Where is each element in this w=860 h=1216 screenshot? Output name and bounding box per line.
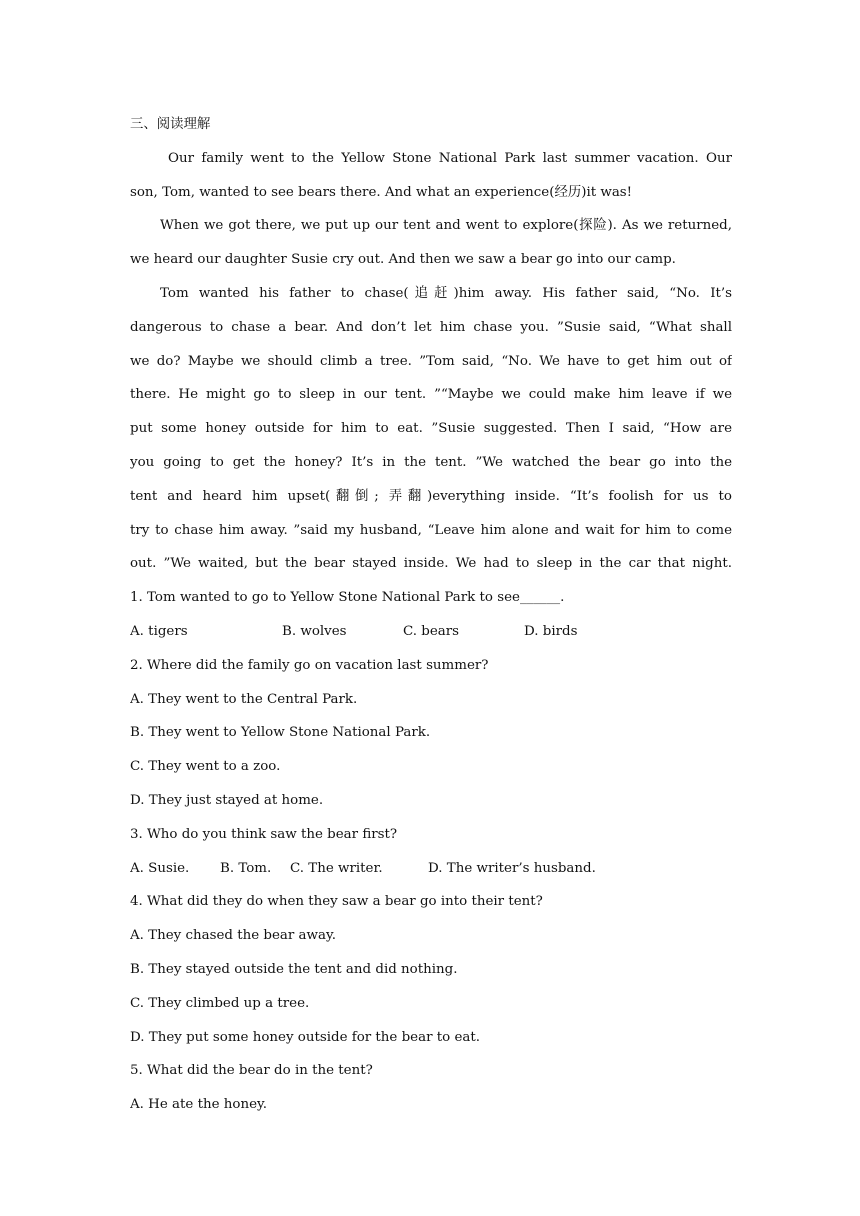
- option-a: A. Susie.: [130, 860, 190, 876]
- passage-line: out. ”We waited, but the bear stayed inside. We had to sleep in the car that night.: [130, 556, 732, 572]
- option-d: D. They put some honey outside for the bear to eat.: [130, 1029, 480, 1045]
- option-d: D. birds: [524, 623, 578, 639]
- passage-line: we do? Maybe we should climb a tree. ”Tom said, “No. We have to get him out of: [130, 353, 732, 369]
- question-1-options: [130, 615, 732, 649]
- option-a: A. They chased the bear away.: [130, 928, 337, 944]
- passage-line: son, Tom, wanted to see bears there. And what an experience(经历)it was!: [130, 184, 633, 200]
- option-c: C. They climbed up a tree.: [130, 995, 310, 1011]
- passage-line: Tom wanted his father to chase(追赶)him away. His father said, “No. It’s: [160, 285, 732, 301]
- passage-line: When we got there, we put up our tent and went to explore(探险). As we returned,: [160, 218, 732, 234]
- option-a: A. They went to the Central Park.: [130, 691, 358, 707]
- passage-line: try to chase him away. ”said my husband, “Leave him alone and wait for him to come: [130, 522, 732, 538]
- option-c: C. They went to a zoo.: [130, 759, 281, 775]
- question-3-options: [130, 852, 732, 886]
- option-b: B. wolves: [282, 623, 347, 639]
- passage-line: tent and heard him upset(翻倒; 弄翻)everything inside. “It’s foolish for us to: [130, 488, 732, 504]
- option-c: C. bears: [403, 623, 460, 639]
- question-3-stem: 3. Who do you think saw the bear first?: [130, 826, 398, 842]
- passage-line: dangerous to chase a bear. And don’t let him chase you. ”Susie said, “What shall: [130, 319, 732, 335]
- question-4-stem: 4. What did they do when they saw a bear go into their tent?: [130, 894, 543, 910]
- option-b: B. They went to Yellow Stone National Park.: [130, 725, 431, 741]
- question-2-stem: 2. Where did the family go on vacation last summer?: [130, 657, 489, 673]
- option-b: B. They stayed outside the tent and did nothing.: [130, 961, 458, 977]
- option-d: D. The writer’s husband.: [428, 860, 596, 876]
- question-5-stem: 5. What did the bear do in the tent?: [130, 1063, 373, 1079]
- passage-line: there. He might go to sleep in our tent. ”“Maybe we could make him leave if we: [130, 387, 732, 403]
- option-b: B. Tom.: [220, 860, 272, 876]
- option-d: D. They just stayed at home.: [130, 792, 324, 808]
- document-page: [130, 108, 732, 1122]
- option-a: A. tigers: [130, 623, 188, 639]
- option-a: A. He ate the honey.: [130, 1097, 268, 1113]
- passage-line: you going to get the honey? It’s in the tent. ”We watched the bear go into the: [130, 454, 732, 470]
- passage-line: Our family went to the Yellow Stone National Park last summer vacation. Our: [168, 150, 732, 166]
- passage-line: we heard our daughter Susie cry out. And then we saw a bear go into our camp.: [130, 252, 676, 268]
- passage-line: put some honey outside for him to eat. ”Susie suggested. Then I said, “How are: [130, 421, 732, 437]
- section-title: 三、阅读理解: [130, 117, 211, 132]
- question-1-stem: 1. Tom wanted to go to Yellow Stone National Park to see______.: [130, 590, 565, 606]
- option-c: C. The writer.: [290, 860, 383, 876]
